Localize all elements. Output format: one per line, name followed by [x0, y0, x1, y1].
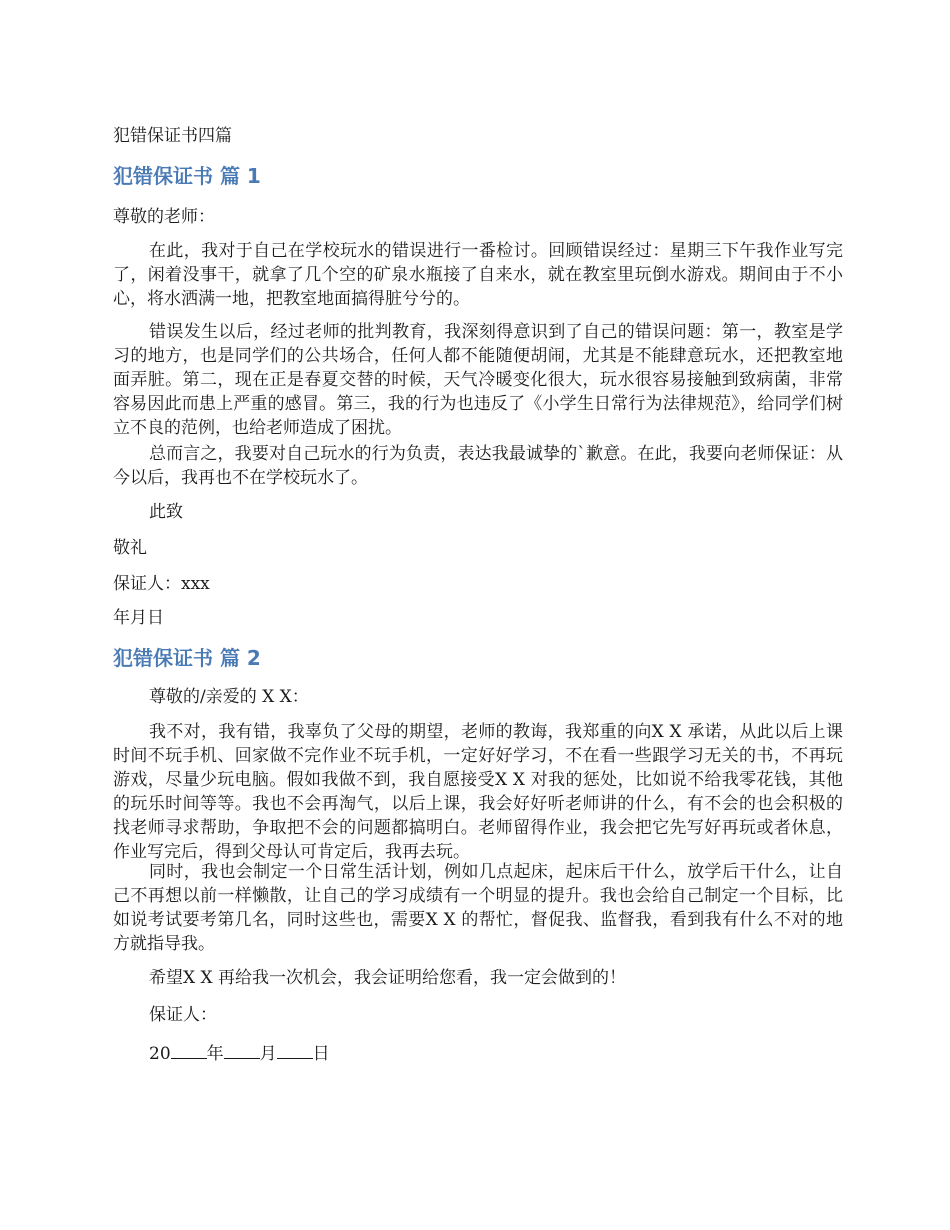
- section-1-closing-2: 敬礼: [113, 538, 147, 558]
- section-1-heading: 犯错保证书 篇 1: [113, 164, 261, 188]
- section-2-guarantor: 保证人：: [149, 1005, 217, 1025]
- year-blank: [171, 1040, 207, 1059]
- date-year: 20: [149, 1044, 171, 1064]
- section-1-paragraph-1: 在此，我对于自己在学校玩水的错误进行一番检讨。回顾错误经过：星期三下午我作业写完了，闲着没事干，就拿了几个空的矿泉水瓶接了自来水，就在教室里玩倒水游戏。期间由于不小心，将水洒满一地，把教室地面搞得脏兮兮的。: [113, 241, 843, 309]
- section-1-paragraph-2: 错误发生以后，经过老师的批判教育，我深刻得意识到了自己的错误问题：第一，教室是学习的地方，也是同学们的公共场合，任何人都不能随便胡闹，尤其是不能肆意玩水，还把教室地面弄脏。第二，现在正是春夏交替的时候，天气冷暖变化很大，玩水很容易接触到致病菌，非常容易因此而患上严重的感冒。第三，我的行为也违反了《小学生日常行为法律规范》，给同学们树立不良的范例，也给老师造成了困扰。: [113, 322, 843, 438]
- section-1-guarantor: 保证人：xxx: [113, 574, 210, 594]
- section-1-salutation: 尊敬的老师：: [113, 207, 215, 227]
- section-2-salutation: 尊敬的/亲爱的 X X：: [149, 687, 309, 707]
- section-2-paragraph-2: 同时，我也会制定一个日常生活计划，例如几点起床，起床后干什么，放学后干什么，让自己不再想以前一样懒散，让自己的学习成绩有一个明显的提升。我也会给自己制定一个目标，比如说考试要考第几名，同时这些也，需要X X 的帮忙，督促我、监督我，看到我有什么不对的地方就指导我。: [113, 862, 843, 954]
- day-blank: [277, 1040, 313, 1059]
- section-2-date: [149, 1040, 330, 1066]
- section-2-paragraph-1: 我不对，我有错，我辜负了父母的期望，老师的教诲，我郑重的向X X 承诺，从此以后上课时间不玩手机、回家做不完作业不玩手机，一定好好学习，不在看一些跟学习无关的书，不再玩游戏，尽量少玩电脑。假如我做不到，我自愿接受X X 对我的惩处，比如说不给我零花钱，其他的玩乐时间等等。我也不会再淘气，以后上课，我会好好听老师讲的什么，有不会的也会积极的找老师寻求帮助，争取把不会的问题都搞明白。老师留得作业，我会把它先写好再玩或者休息，作业写完后，得到父母认可肯定后，我再去玩。: [113, 722, 843, 862]
- document-title: 犯错保证书四篇: [113, 126, 232, 146]
- section-2-paragraph-3: 希望X X 再给我一次机会，我会证明给您看，我一定会做到的！: [149, 968, 627, 988]
- date-year-unit: 年: [206, 1044, 224, 1064]
- section-2-heading: 犯错保证书 篇 2: [113, 646, 261, 670]
- section-1-closing-1: 此致: [149, 502, 183, 522]
- section-1-paragraph-3: 总而言之，我要对自己玩水的行为负责，表达我最诚挚的`歉意。在此，我要向老师保证：从今以后，我再也不在学校玩水了。: [113, 444, 843, 488]
- date-day-unit: 日: [312, 1044, 330, 1064]
- month-blank: [224, 1040, 260, 1059]
- date-month-unit: 月: [259, 1044, 277, 1064]
- section-1-date: 年月日: [113, 608, 164, 628]
